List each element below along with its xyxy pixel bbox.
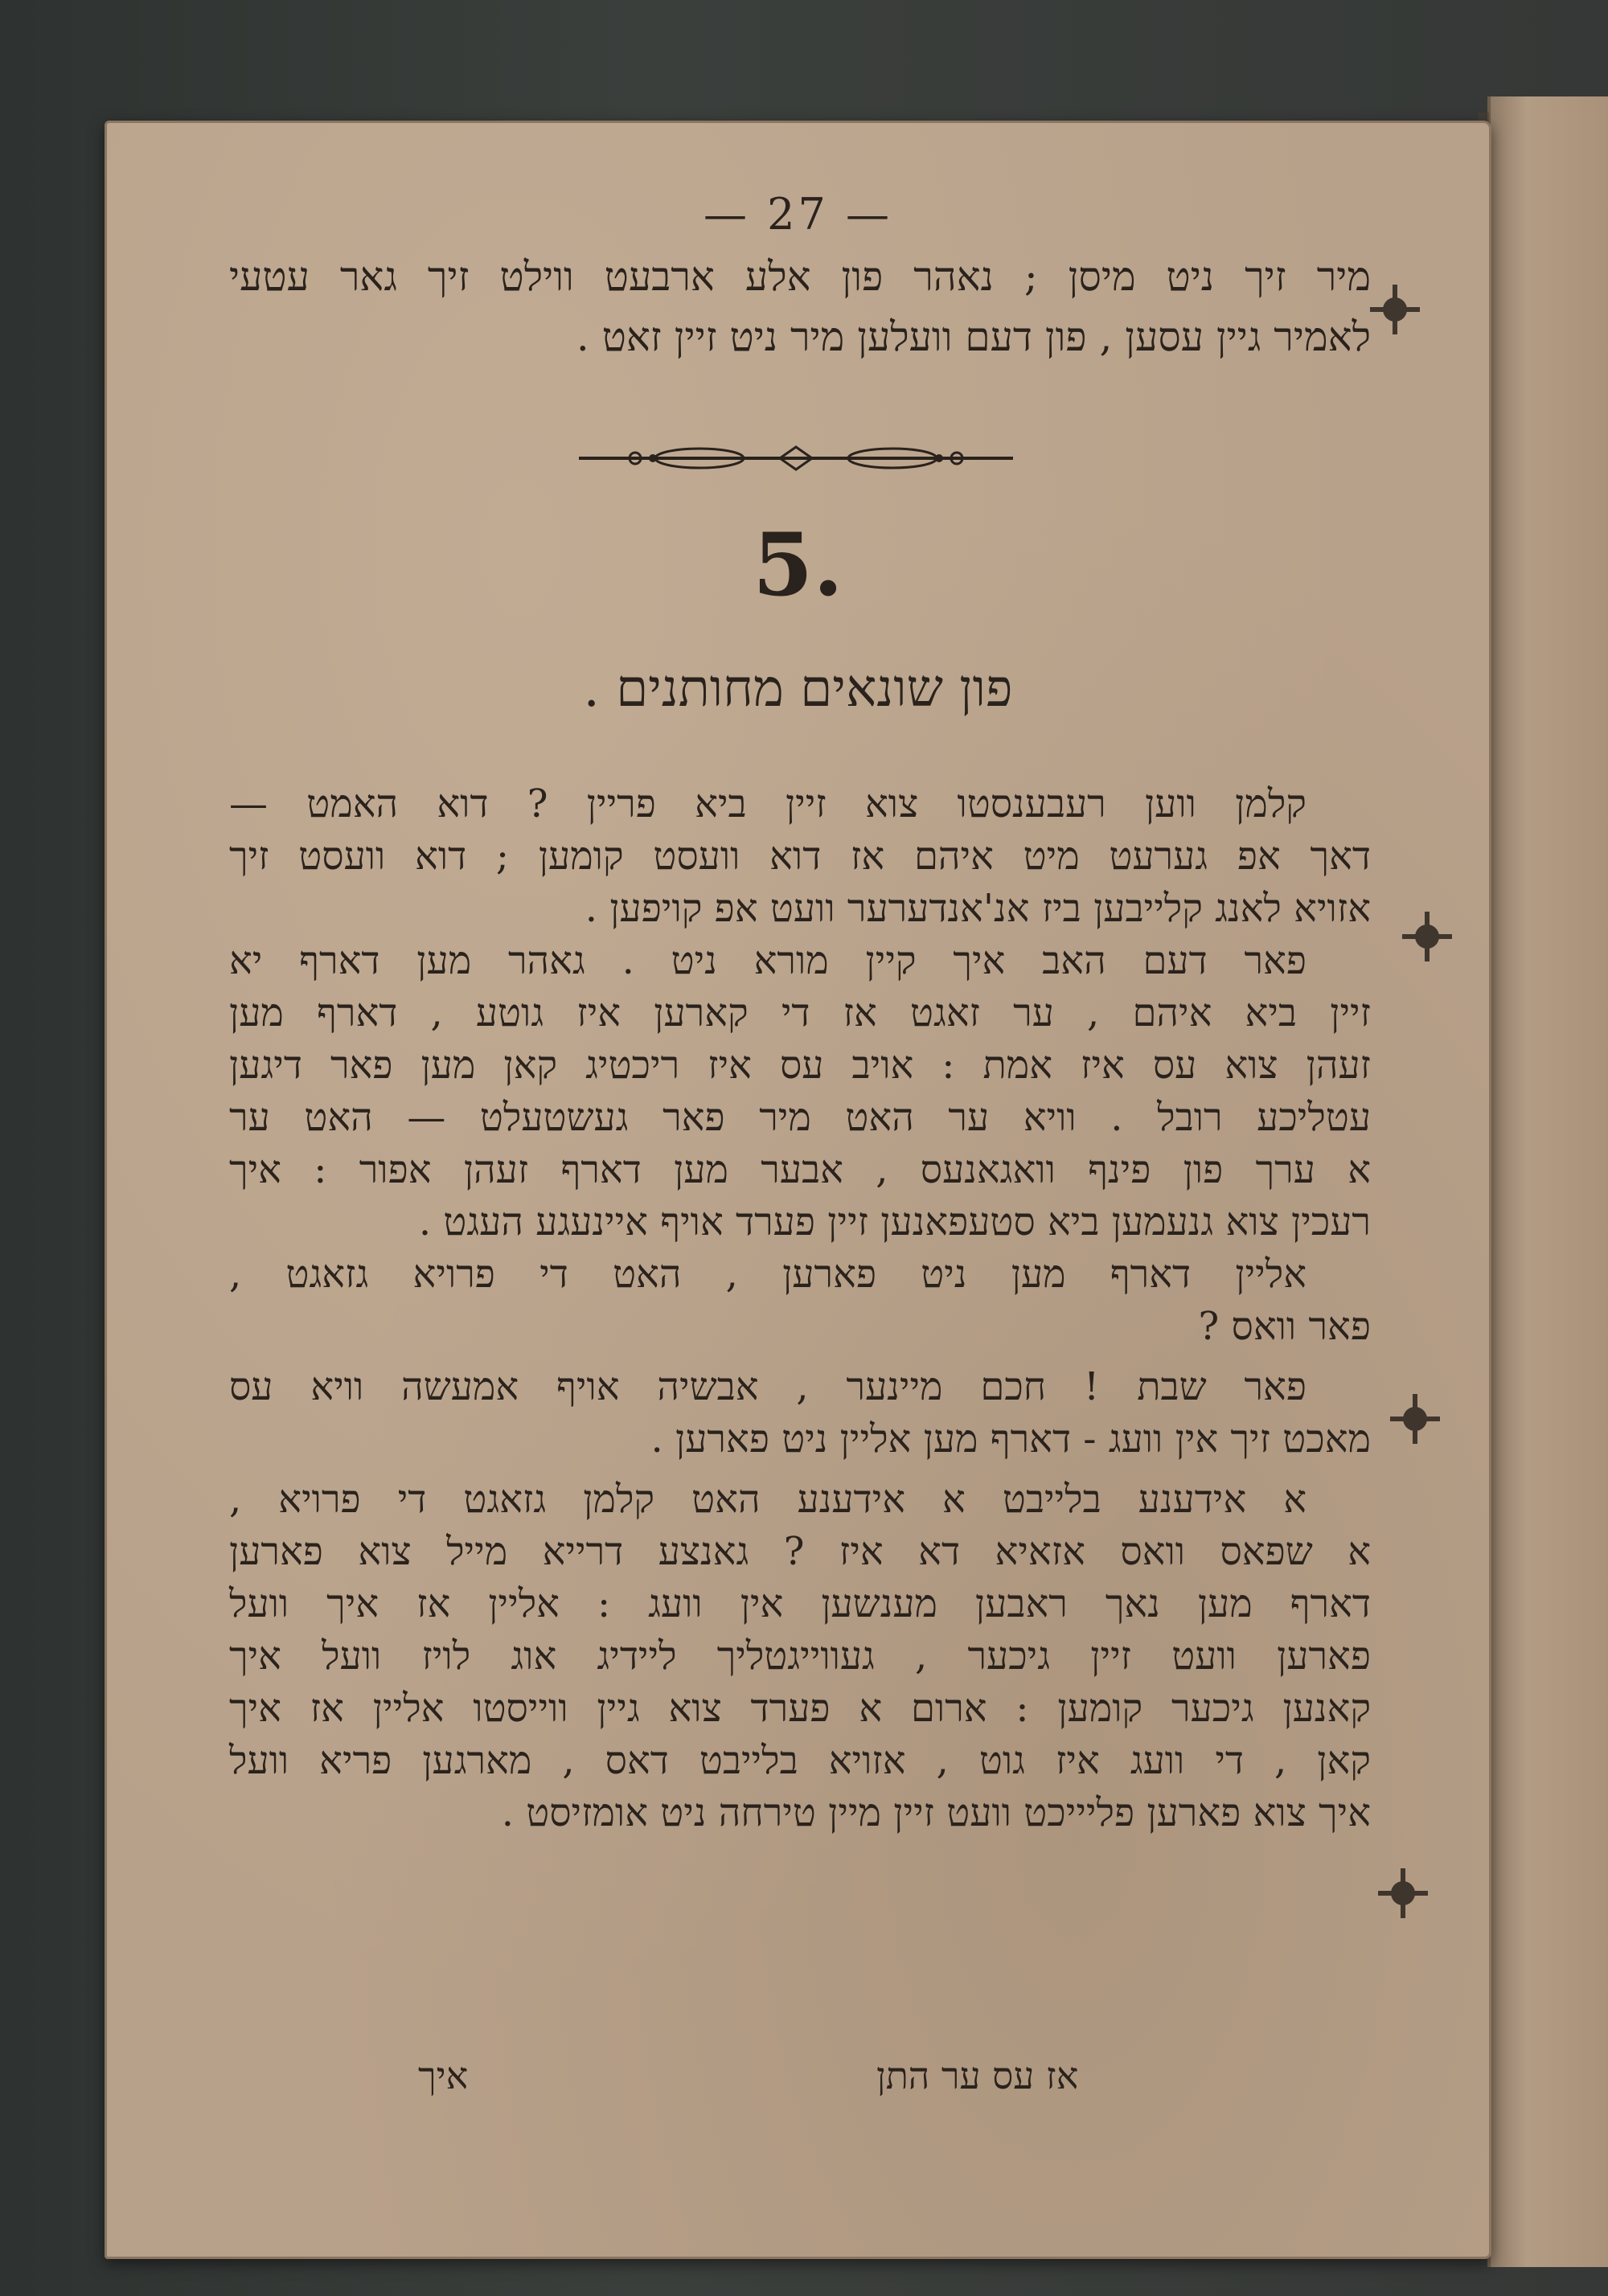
- text-line: מאכט זיך אין וועג - דארף מען אליין ניט פארען .: [650, 1417, 1371, 1462]
- adjacent-page-edge: [1487, 96, 1608, 2267]
- book-page: [105, 121, 1491, 2259]
- text-line: קאן , די וועג איז גוט , אזויא בלייבט דאס , מארגען פריא וועל: [229, 1738, 1371, 1783]
- catchword-right: אז עס ער התן: [876, 2054, 1079, 2097]
- text-line: קלמן ווען רעבענסטו צוא זיין ביא פריין ? דוא האמט —: [229, 781, 1306, 826]
- text-line: עטליכע רובל . וויא ער האט מיר פאר געשטעלט — האט ער: [229, 1095, 1371, 1140]
- text-line: קאנען גיכער קומען : ארום א פערד צוא גיין ווייסטו אליין אז איך: [229, 1686, 1371, 1731]
- prev-section-line: מיר זיך ניט מיסן ; נאהר פון אלע ארבעט ווילט זיך גאר עטעי: [229, 253, 1371, 300]
- text-line: אזויא לאנג קלייבען ביז אנ'אנדערער וועט אפ קויפען .: [585, 886, 1371, 931]
- text-line: דאך אפ גערעט מיט איהם אז דוא וועסט קומען ; דוא וועסט זיך: [229, 834, 1371, 879]
- text-line: א אידענע בלייבט א אידענע האט קלמן גזאגט די פרויא ,: [229, 1477, 1307, 1522]
- text-line: זעהן צוא עס איז אמת : אויב עס איז ריכטיג קאן מען פאר דיגען: [229, 1043, 1371, 1088]
- text-line: אליין דארף מען ניט פארען , האט די פרויא גזאגט ,: [229, 1252, 1306, 1297]
- page-number: — 27 —: [703, 189, 893, 240]
- prev-section-line: לאמיר גיין עסען , פון דעם וועלען מיר ניט זיין זאט .: [576, 314, 1371, 360]
- ink-blot: [1415, 925, 1439, 949]
- text-line: פאר דעם האב איך קיין מורא ניט . גאהר מען דארף יא: [229, 938, 1306, 983]
- section-divider-ornament: [579, 442, 1013, 474]
- ink-blot: [1383, 297, 1407, 322]
- text-line: זיין ביא איהם , ער זאגט אז די קארען איז גוטע , דארף מען: [229, 990, 1371, 1035]
- text-line: פאר שבת ! חכם מיינער , אבשיה אויף אמעשה וויא עס: [229, 1364, 1306, 1409]
- text-line: פאר וואס ?: [1198, 1304, 1371, 1349]
- catchword-left: איך: [418, 2054, 469, 2097]
- text-line: פארען וועט זיין גיכער , געווייגטליך ליידיג אוג לויז וועל איך: [229, 1634, 1371, 1679]
- ink-blot: [1403, 1407, 1427, 1431]
- text-line: רעכין צוא גנעמען ביא סטעפאנען זיין פערד אויף איינעגע העגט .: [418, 1199, 1371, 1244]
- text-line: א ערך פון פינף וואגאנעס , אבער מען דארף זעהן אפור : איך: [229, 1147, 1372, 1192]
- ink-blot: [1391, 1881, 1415, 1905]
- chapter-title: פון שונאים מחותנים .: [583, 659, 1013, 719]
- text-line: דארף מען נאך ראבען מענשען אין וועג : אליין אז איך וועל: [229, 1581, 1371, 1626]
- text-line: א שפאס וואס אזאיא דא איז ? גאנצע דרייא מייל צוא פארען: [229, 1529, 1371, 1574]
- chapter-number: 5.: [753, 515, 843, 616]
- text-line: איך צוא פארען פליייכט וועט זיין מיין טירחה ניט אומזיסט .: [501, 1790, 1371, 1835]
